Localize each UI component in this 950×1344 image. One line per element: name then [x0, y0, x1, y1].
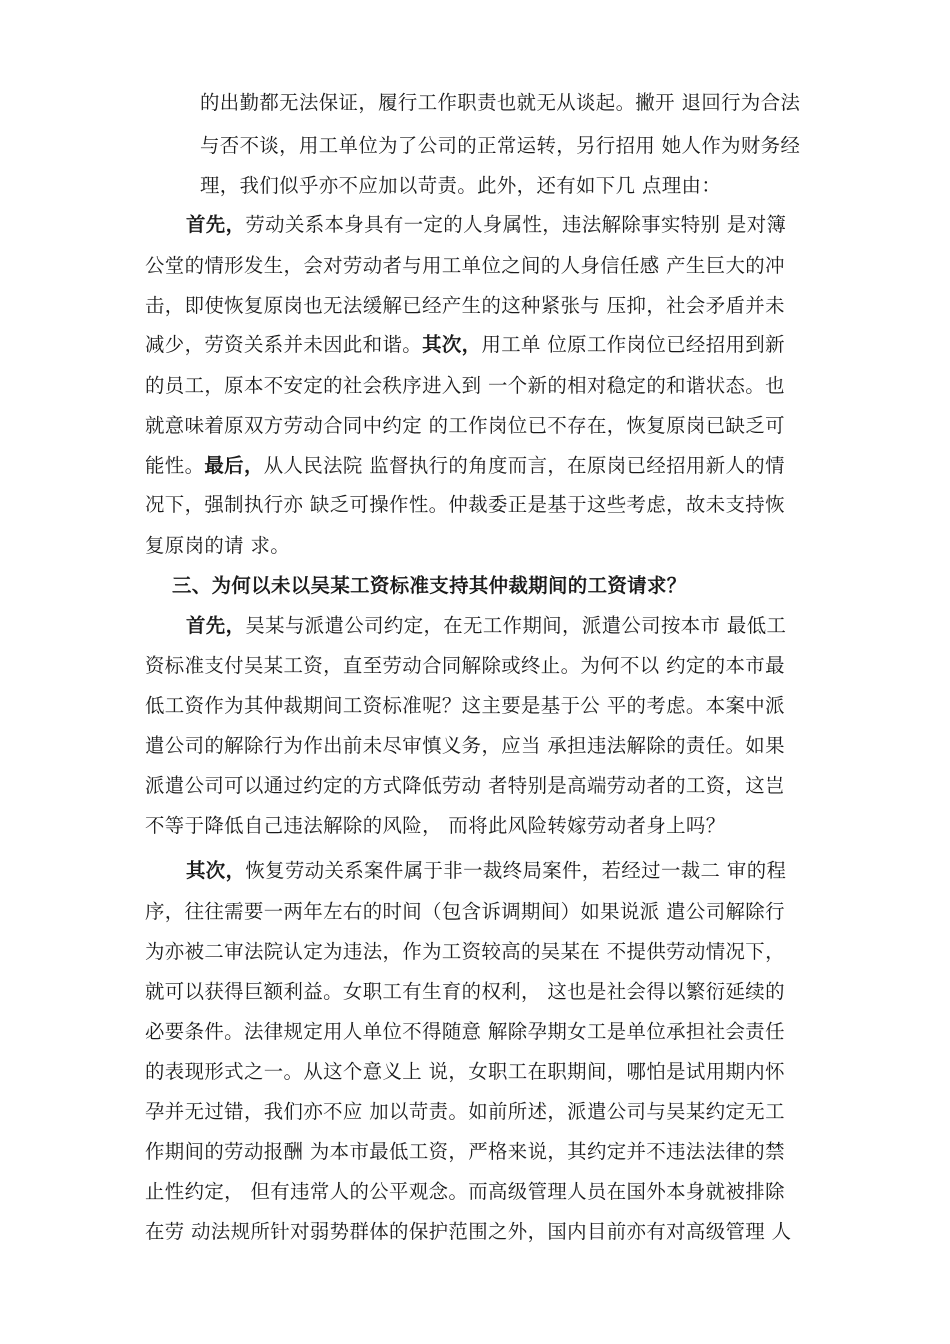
emphasis-shouxian-2: 首先，	[186, 614, 246, 637]
text-line-24: 必要条件。法律规定用人单位不得随意 解除孕期女工是单位承担社会责任	[145, 1020, 785, 1043]
text-line-5: 公堂的情形发生，会对劳动者与用工单位之间的人身信任感 产生巨大的冲	[145, 254, 785, 277]
emphasis-zuihou: 最后，	[204, 454, 264, 477]
text-line-25: 的表现形式之一。从这个意义上 说，女职工在职期间，哪怕是试用期内怀	[145, 1060, 785, 1083]
text-line-14: 首先，吴某与派遣公司约定，在无工作期间，派遣公司按本市 最低工	[186, 614, 787, 637]
text-line-17: 遣公司的解除行为作出前未尽审慎义务，应当 承担违法解除的责任。如果	[145, 734, 785, 757]
text-line-4: 首先，劳动关系本身具有一定的人身属性，违法解除事实特别 是对簿	[186, 213, 787, 236]
text-line-8: 的员工，原本不安定的社会秩序进入到 一个新的相对稳定的和谐状态。也	[145, 374, 785, 397]
text-line-21: 序，往往需要一两年左右的时间（包含诉调期间）如果说派 遣公司解除行	[145, 900, 785, 923]
text-line-28: 止性约定， 但有违常人的公平观念。而高级管理人员在国外本身就被排除	[145, 1180, 785, 1203]
text-line-26: 孕并无过错，我们亦不应 加以苛责。如前所述，派遣公司与吴某约定无工	[145, 1100, 785, 1123]
text-line-20: 其次，恢复劳动关系案件属于非一裁终局案件，若经过一裁二 审的程	[186, 859, 787, 882]
text-line-1: 的出勤都无法保证，履行工作职责也就无从谈起。撇开 退回行为合法	[200, 91, 801, 114]
text-line-3: 理，我们似乎亦不应加以苛责。此外，还有如下几 点理由：	[200, 174, 722, 197]
section-heading: 三、为何以未以吴某工资标准支持其仲裁期间的工资请求？	[172, 574, 687, 597]
text-line-6: 击，即使恢复原岗也无法缓解已经产生的这种紧张与 压抑，社会矛盾并未	[145, 294, 785, 317]
text-line-10: 能性。最后，从人民法院 监督执行的角度而言，在原岗已经招用新人的情	[145, 454, 785, 477]
text-line-18: 派遣公司可以通过约定的方式降低劳动 者特别是高端劳动者的工资，这岂	[145, 774, 785, 797]
emphasis-qici: 其次，	[422, 333, 482, 356]
text-line-22: 为亦被二审法院认定为违法，作为工资较高的吴某在 不提供劳动情况下，	[145, 940, 785, 963]
emphasis-shouxian: 首先，	[186, 213, 246, 236]
text-line-11: 况下，强制执行亦 缺乏可操作性。仲裁委正是基于这些考虑，故未支持恢	[145, 493, 785, 516]
text-line-27: 作期间的劳动报酬 为本市最低工资，严格来说，其约定并不违法法律的禁	[145, 1140, 785, 1163]
text-line-15: 资标准支付吴某工资，直至劳动合同解除或终止。为何不以 约定的本市最	[145, 654, 785, 677]
emphasis-qici-2: 其次，	[186, 859, 246, 882]
text-line-9: 就意味着原双方劳动合同中约定 的工作岗位已不存在，恢复原岗已缺乏可	[145, 414, 785, 437]
text-line-23: 就可以获得巨额利益。女职工有生育的权利， 这也是社会得以繁衍延续的	[145, 980, 785, 1003]
text-line-12: 复原岗的请 求。	[145, 534, 291, 557]
text-line-2: 与否不谈，用工单位为了公司的正常运转，另行招用 她人作为财务经	[200, 134, 801, 157]
text-line-29: 在劳 动法规所针对弱势群体的保护范围之外，国内目前亦有对高级管理 人	[145, 1220, 792, 1243]
text-line-7: 减少，劳资关系并未因此和谐。其次，用工单 位原工作岗位已经招用到新	[145, 333, 785, 356]
text-line-16: 低工资作为其仲裁期间工资标准呢？这主要是基于公 平的考虑。本案中派	[145, 694, 785, 717]
text-line-19: 不等于降低自己违法解除的风险， 而将此风险转嫁劳动者身上吗？	[145, 814, 726, 837]
